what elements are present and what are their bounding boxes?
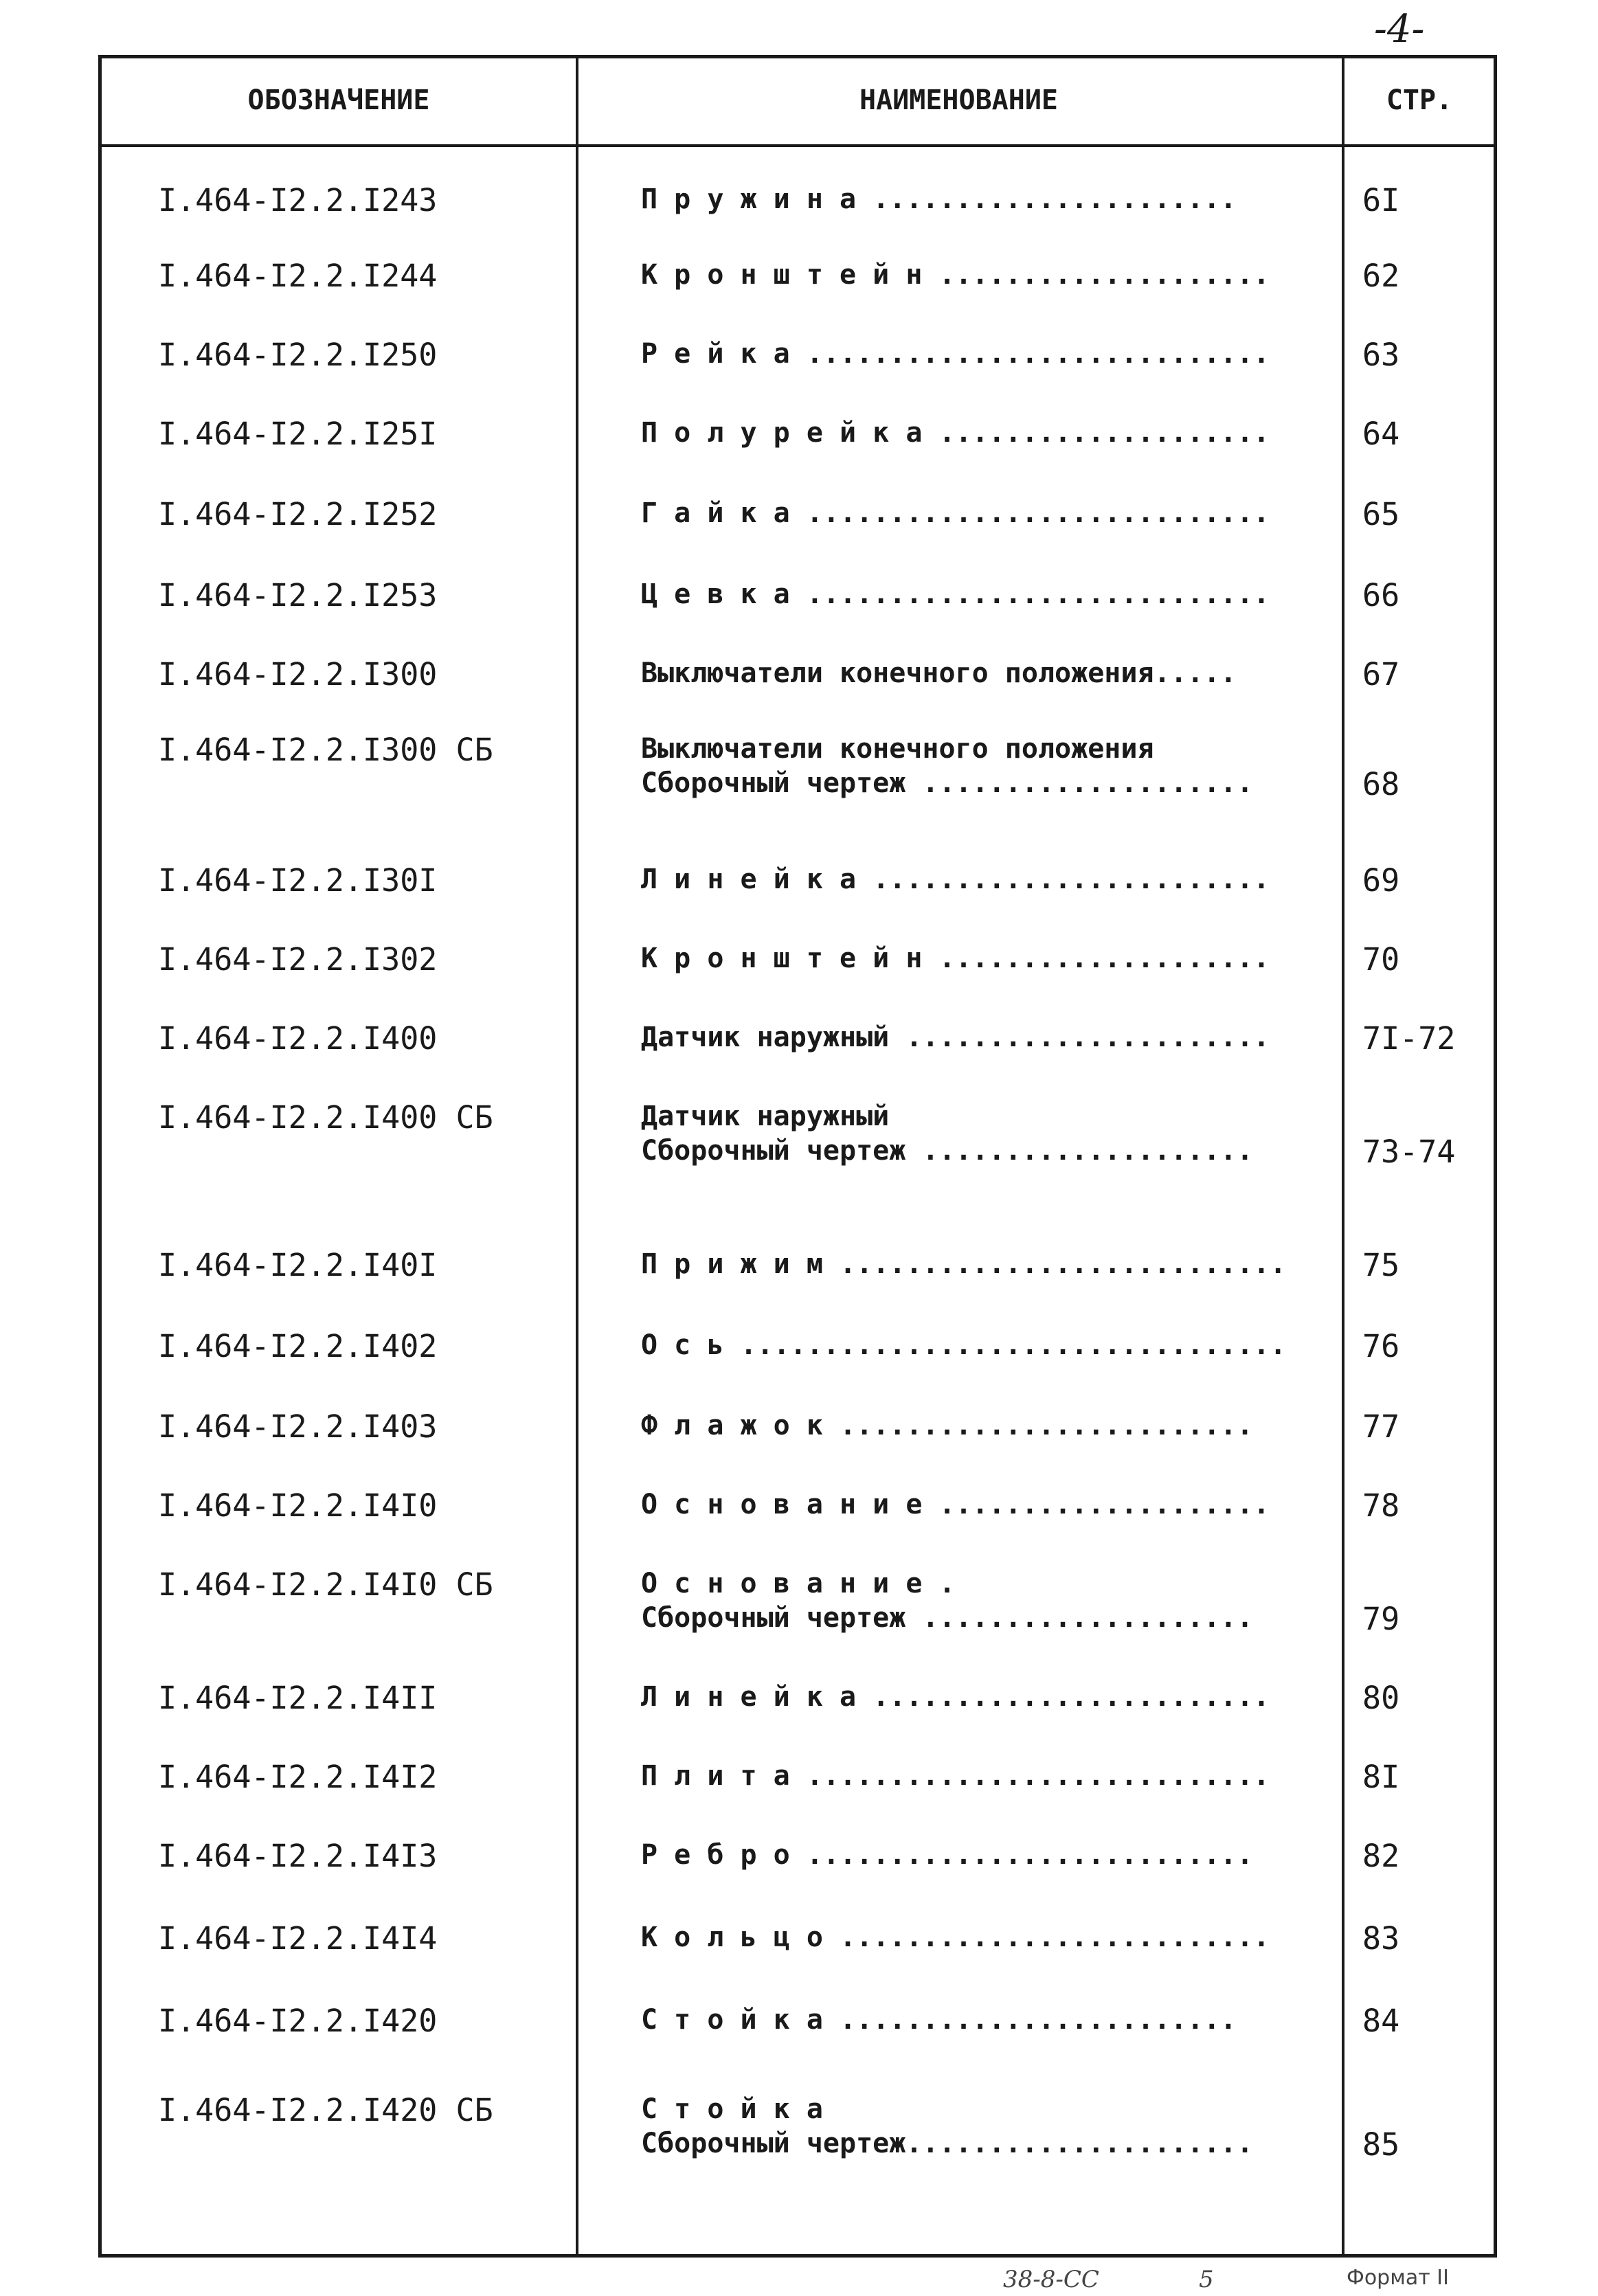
row-name-line: О с н о в а н и е .................... — [641, 1489, 1270, 1520]
row-name-line: Л и н е й к а ........................ — [641, 864, 1270, 895]
row-designation: I.464-I2.2.I4I3 — [158, 1838, 438, 1874]
column-divider — [1342, 58, 1344, 2254]
row-name-line: Г а й к а ............................ — [641, 497, 1270, 529]
row-name-line: Ф л а ж о к ......................... — [641, 1410, 1254, 1441]
row-page: 79 — [1362, 1601, 1400, 1637]
row-name-line: П л и т а ............................ — [641, 1760, 1270, 1792]
row-designation: I.464-I2.2.I4I0 — [158, 1487, 438, 1524]
header-designation: ОБОЗНАЧЕНИЕ — [247, 85, 430, 116]
row-designation: I.464-I2.2.I30I — [158, 862, 438, 899]
row-page: 82 — [1362, 1838, 1400, 1874]
row-name-line: Л и н е й к а ........................ — [641, 1681, 1270, 1713]
row-name — [641, 732, 1335, 800]
row-name — [641, 1020, 1335, 1055]
row-name-line: Сборочный чертеж .................... — [641, 767, 1254, 799]
row-designation: I.464-I2.2.I300 СБ — [158, 732, 493, 768]
row-name — [641, 1328, 1335, 1362]
row-designation: I.464-I2.2.I302 — [158, 941, 438, 978]
row-page: 69 — [1362, 862, 1400, 899]
header-name: НАИМЕНОВАНИЕ — [859, 85, 1058, 116]
row-name — [641, 1680, 1335, 1714]
table-frame — [98, 55, 1497, 2258]
row-name — [641, 1408, 1335, 1443]
row-name-line: П р и ж и м ........................... — [641, 1248, 1287, 1280]
footer-inventory: 38-8-СС — [1003, 2266, 1099, 2293]
row-name-line: Выключатели конечного положения..... — [641, 657, 1237, 689]
row-name-line: Выключатели конечного положения — [641, 733, 1154, 765]
row-page: 7I-72 — [1362, 1020, 1456, 1057]
row-name — [641, 656, 1335, 690]
row-designation: I.464-I2.2.I4II — [158, 1680, 438, 1716]
row-name-line: Сборочный чертеж .................... — [641, 1135, 1254, 1167]
row-page: 65 — [1362, 496, 1400, 532]
header-divider — [102, 144, 1494, 147]
row-designation: I.464-I2.2.I4I2 — [158, 1759, 438, 1795]
row-designation: I.464-I2.2.I250 — [158, 337, 438, 373]
row-page: 76 — [1362, 1328, 1400, 1364]
page-number: -4- — [1374, 7, 1425, 52]
row-name-line: О с н о в а н и е . — [641, 1568, 956, 1599]
row-name-line: Датчик наружный — [641, 1101, 890, 1132]
row-name-line: К р о н ш т е й н .................... — [641, 259, 1270, 291]
row-designation: I.464-I2.2.I253 — [158, 577, 438, 614]
row-name-line: П о л у р е й к а .................... — [641, 417, 1270, 449]
row-name — [641, 1487, 1335, 1522]
row-designation: I.464-I2.2.I25I — [158, 416, 438, 452]
row-page: 8I — [1362, 1759, 1400, 1795]
row-name — [641, 941, 1335, 976]
row-name — [641, 2003, 1335, 2037]
row-designation: I.464-I2.2.I252 — [158, 496, 438, 532]
row-designation: I.464-I2.2.I300 — [158, 656, 438, 693]
row-name-line: Датчик наружный ...................... — [641, 1022, 1270, 1053]
row-name-line: С т о й к а ........................ — [641, 2004, 1237, 2036]
row-name — [641, 182, 1335, 216]
row-name-line: П р у ж и н а ...................... — [641, 183, 1237, 215]
row-page: 66 — [1362, 577, 1400, 614]
row-name-line: Р е й к а ............................ — [641, 338, 1270, 370]
row-name-line: К о л ь ц о .......................... — [641, 1922, 1270, 1953]
row-page: 80 — [1362, 1680, 1400, 1716]
row-name — [641, 337, 1335, 371]
row-name-line: О с ь ................................. — [641, 1329, 1287, 1361]
footer-format: Формат II — [1347, 2266, 1449, 2290]
column-divider — [576, 58, 578, 2254]
row-name — [641, 2092, 1335, 2161]
row-name — [641, 1920, 1335, 1955]
row-name-line: Сборочный чертеж .................... — [641, 1602, 1254, 1634]
row-designation: I.464-I2.2.I400 СБ — [158, 1099, 493, 1136]
row-name — [641, 1838, 1335, 1872]
row-name — [641, 1247, 1335, 1281]
row-designation: I.464-I2.2.I244 — [158, 258, 438, 294]
row-name — [641, 1099, 1335, 1168]
row-page: 67 — [1362, 656, 1400, 693]
row-designation: I.464-I2.2.I402 — [158, 1328, 438, 1364]
row-page: 6I — [1362, 182, 1400, 218]
row-designation: I.464-I2.2.I420 СБ — [158, 2092, 493, 2128]
row-page: 70 — [1362, 941, 1400, 978]
row-designation: I.464-I2.2.I400 — [158, 1020, 438, 1057]
row-name — [641, 862, 1335, 897]
row-page: 75 — [1362, 1247, 1400, 1283]
row-name-line: Ц е в к а ............................ — [641, 578, 1270, 610]
footer-mark: 5 — [1199, 2266, 1214, 2293]
row-designation: I.464-I2.2.I403 — [158, 1408, 438, 1445]
row-name — [641, 496, 1335, 530]
row-page: 78 — [1362, 1487, 1400, 1524]
row-designation: I.464-I2.2.I420 — [158, 2003, 438, 2039]
row-page: 64 — [1362, 416, 1400, 452]
row-designation: I.464-I2.2.I4I4 — [158, 1920, 438, 1957]
row-name-line: К р о н ш т е й н .................... — [641, 943, 1270, 974]
row-page: 77 — [1362, 1408, 1400, 1445]
row-page: 63 — [1362, 337, 1400, 373]
row-name-line: Р е б р о ........................... — [641, 1839, 1254, 1871]
row-page: 85 — [1362, 2126, 1400, 2163]
row-designation: I.464-I2.2.I243 — [158, 182, 438, 218]
row-designation: I.464-I2.2.I40I — [158, 1247, 438, 1283]
row-name-line: С т о й к а — [641, 2093, 823, 2125]
row-name — [641, 577, 1335, 611]
row-name — [641, 258, 1335, 292]
row-name — [641, 416, 1335, 450]
header-page: СТР. — [1386, 85, 1453, 116]
row-name — [641, 1566, 1335, 1635]
row-page: 68 — [1362, 766, 1400, 802]
row-designation: I.464-I2.2.I4I0 СБ — [158, 1566, 493, 1603]
row-name-line: Сборочный чертеж..................... — [641, 2128, 1254, 2159]
row-page: 73-74 — [1362, 1134, 1456, 1170]
row-page: 83 — [1362, 1920, 1400, 1957]
row-name — [641, 1759, 1335, 1793]
row-page: 84 — [1362, 2003, 1400, 2039]
row-page: 62 — [1362, 258, 1400, 294]
